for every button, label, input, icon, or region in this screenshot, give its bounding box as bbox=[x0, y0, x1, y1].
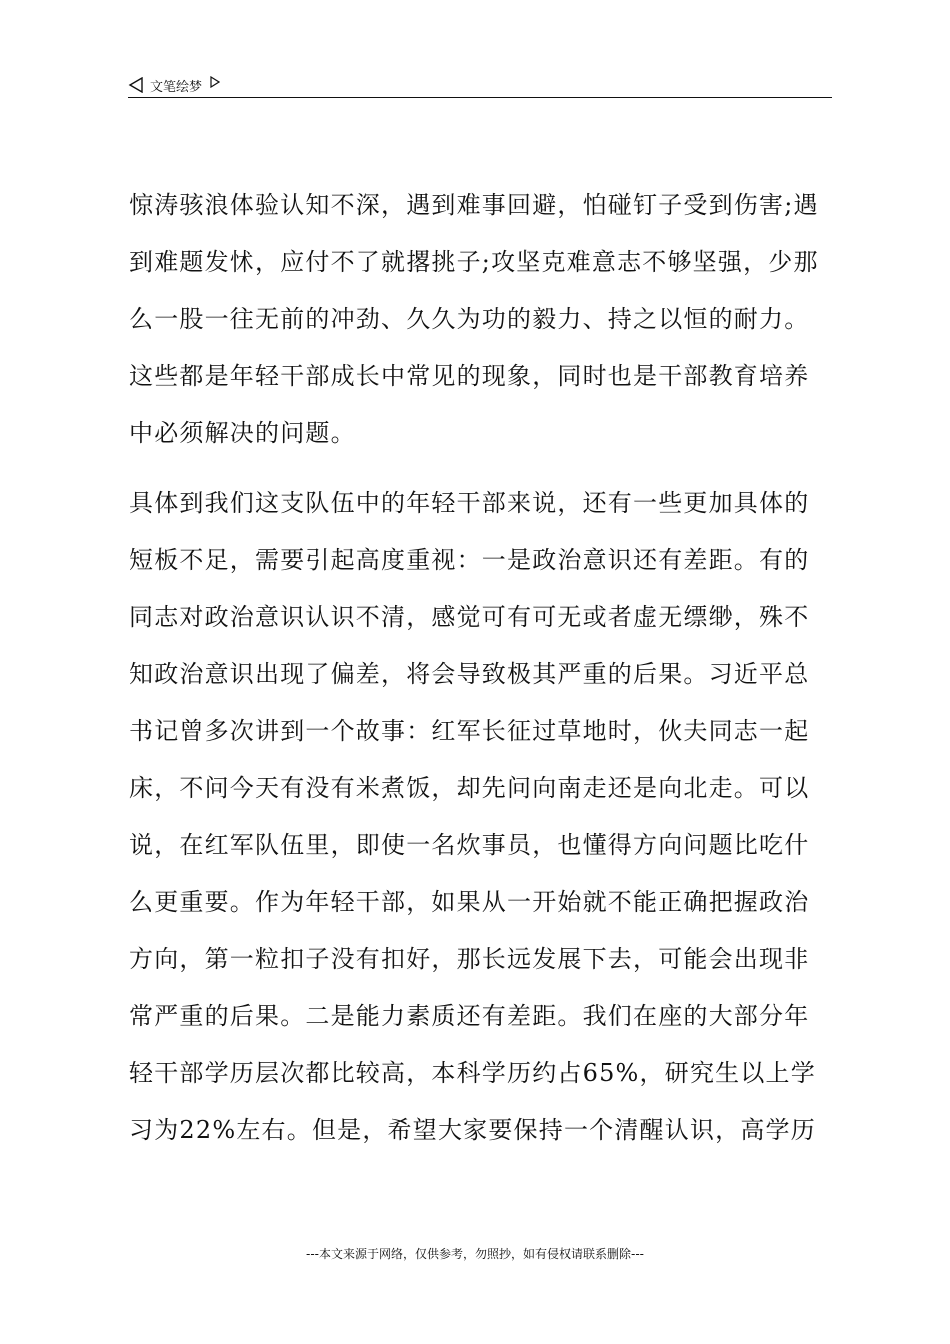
paragraph-line: 说，在红军队伍里，即使一名炊事员，也懂得方向问题比吃什 bbox=[129, 831, 810, 859]
paragraph-line: 同志对政治意识认识不清，感觉可有可无或者虚无缥缈，殊不 bbox=[129, 603, 810, 631]
paragraph-line: 么更重要。作为年轻干部，如果从一开始就不能正确把握政治 bbox=[129, 888, 810, 916]
header-divider bbox=[128, 97, 832, 98]
triangle-right-outline-icon bbox=[210, 76, 220, 88]
paragraph-line: 常严重的后果。二是能力素质还有差距。我们在座的大部分年 bbox=[129, 1002, 810, 1030]
paragraph-line: 惊涛骇浪体验认知不深，遇到难事回避，怕碰钉子受到伤害;遇 bbox=[129, 191, 819, 219]
paragraph-line: 中必须解决的问题。 bbox=[129, 419, 356, 447]
triangle-left-outline-icon bbox=[128, 77, 144, 93]
paragraph-line: 习为22%左右。但是，希望大家要保持一个清醒认识，高学历 bbox=[129, 1116, 816, 1144]
paragraph-line: 么一股一往无前的冲劲、久久为功的毅力、持之以恒的耐力。 bbox=[129, 305, 810, 333]
paragraph-line: 短板不足，需要引起高度重视：一是政治意识还有差距。有的 bbox=[129, 546, 810, 574]
paragraph-line: 书记曾多次讲到一个故事：红军长征过草地时，伙夫同志一起 bbox=[129, 717, 810, 745]
paragraph-line: 轻干部学历层次都比较高，本科学历约占65%，研究生以上学 bbox=[129, 1059, 816, 1087]
paragraph-line: 床，不问今天有没有米煮饭，却先问向南走还是向北走。可以 bbox=[129, 774, 810, 802]
paragraph-line: 这些都是年轻干部成长中常见的现象，同时也是干部教育培养 bbox=[129, 362, 810, 390]
body-paragraph-2 bbox=[129, 475, 829, 1159]
paragraph-line: 方向，第一粒扣子没有扣好，那长远发展下去，可能会出现非 bbox=[129, 945, 810, 973]
page-footer-disclaimer: ---本文来源于网络，仅供参考，勿照抄，如有侵权请联系删除--- bbox=[306, 1247, 644, 1261]
paragraph-line: 知政治意识出现了偏差，将会导致极其严重的后果。习近平总 bbox=[129, 660, 810, 688]
header-title: 文笔绘梦 bbox=[150, 79, 203, 95]
paragraph-line: 到难题发怵，应付不了就撂挑子;攻坚克难意志不够坚强，少那 bbox=[129, 248, 819, 276]
page-header bbox=[128, 74, 220, 96]
paragraph-line: 具体到我们这支队伍中的年轻干部来说，还有一些更加具体的 bbox=[129, 489, 810, 517]
body-paragraph-1 bbox=[129, 177, 829, 462]
